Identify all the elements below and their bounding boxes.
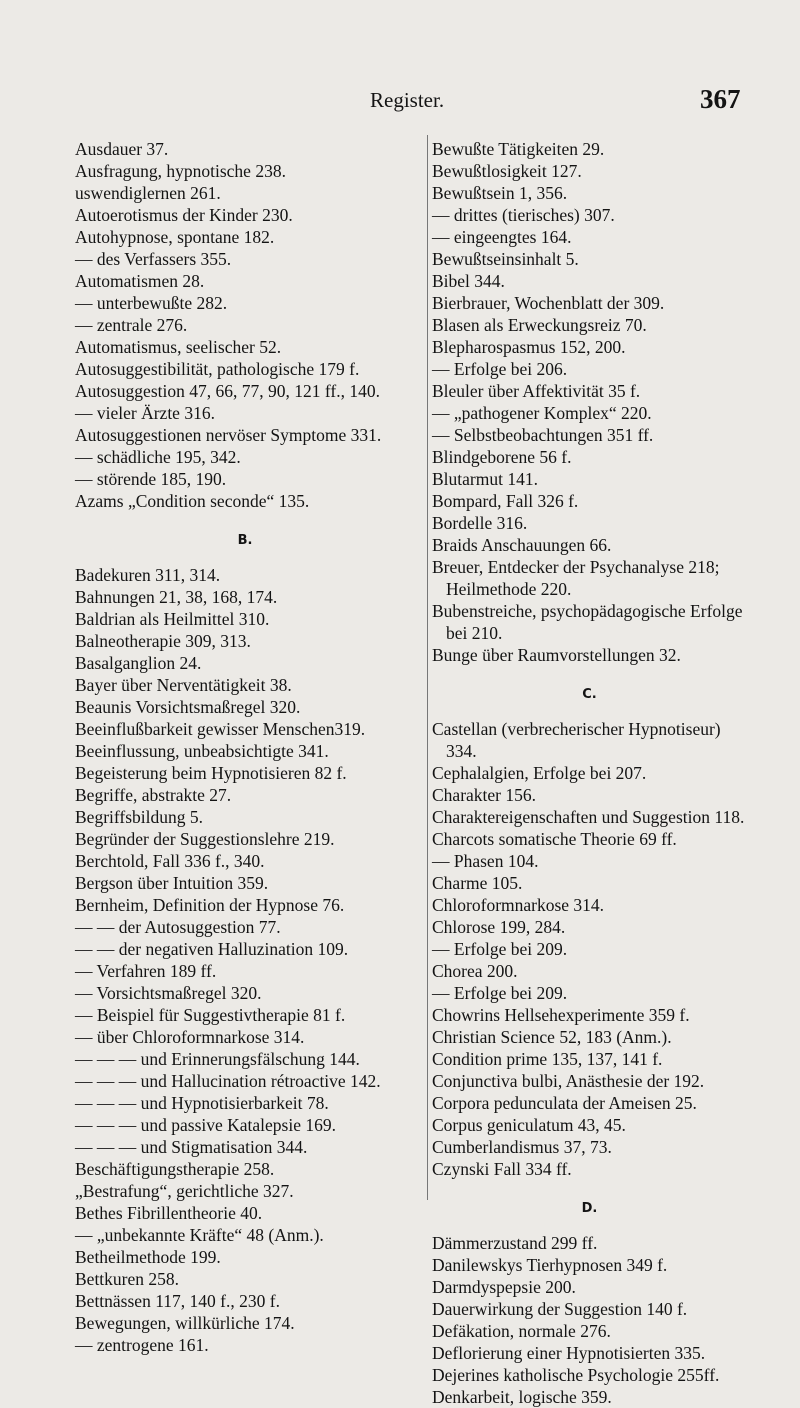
index-entry: Beaunis Vorsichtsmaßregel 320.: [75, 697, 301, 717]
index-entry: — „pathogener Komplex“ 220.: [432, 403, 652, 423]
index-entry: Deflorierung einer Hypnotisierten 335.: [432, 1343, 706, 1363]
index-column-right: [432, 138, 747, 1408]
index-entry: Charcots somatische Theorie 69 ff.: [432, 829, 677, 849]
section-heading: B.: [237, 533, 253, 548]
index-entry: Charakter 156.: [432, 785, 536, 805]
index-entry: Bewußtlosigkeit 127.: [432, 161, 582, 181]
index-entry: Dämmerzustand 299 ff.: [432, 1233, 598, 1253]
index-entry: Corpus geniculatum 43, 45.: [432, 1115, 626, 1135]
index-entry: Betheilmethode 199.: [75, 1247, 221, 1267]
index-entry: — drittes (tierisches) 307.: [432, 205, 615, 225]
index-entry: Bompard, Fall 326 f.: [432, 491, 579, 511]
index-entry: Bewußte Tätigkeiten 29.: [432, 139, 605, 159]
index-entry: — — — und Stigmatisation 344.: [75, 1137, 308, 1157]
index-entry: Ausdauer 37.: [75, 139, 169, 159]
index-entry: Autosuggestion 47, 66, 77, 90, 121 ff., 140.: [75, 381, 380, 401]
index-entry: — Beispiel für Suggestivtherapie 81 f.: [75, 1005, 346, 1025]
index-entry: Condition prime 135, 137, 141 f.: [432, 1049, 663, 1069]
index-entry: Chorea 200.: [432, 961, 518, 981]
index-entry: — störende 185, 190.: [75, 469, 227, 489]
index-entry: — — — und Erinnerungsfälschung 144.: [75, 1049, 360, 1069]
column-divider: [427, 135, 428, 1200]
index-entry: Autohypnose, spontane 182.: [75, 227, 275, 247]
index-entry: Charme 105.: [432, 873, 523, 893]
index-entry: Beeinflussung, unbeabsichtigte 341.: [75, 741, 329, 761]
index-entry: Dejerines katholische Psychologie 255ff.: [432, 1365, 720, 1385]
index-entry: Bleuler über Affektivität 35 f.: [432, 381, 641, 401]
index-column-left: [75, 138, 415, 1356]
index-entry: Czynski Fall 334 ff.: [432, 1159, 572, 1179]
index-entry: Automatismen 28.: [75, 271, 205, 291]
index-entry: Ausfragung, hypnotische 238.: [75, 161, 286, 181]
index-entry: Bernheim, Definition der Hypnose 76.: [75, 895, 345, 915]
index-entry: Begriffe, abstrakte 27.: [75, 785, 232, 805]
index-entry: Blepharospasmus 152, 200.: [432, 337, 626, 357]
index-entry: Braids Anschauungen 66.: [432, 535, 612, 555]
index-entry: Bordelle 316.: [432, 513, 528, 533]
index-entry: — über Chloroformnarkose 314.: [75, 1027, 305, 1047]
index-entry: Cephalalgien, Erfolge bei 207.: [432, 763, 647, 783]
index-entry: Bethes Fibrillentheorie 40.: [75, 1203, 263, 1223]
index-entry: Berchtold, Fall 336 f., 340.: [75, 851, 265, 871]
index-entry: uswendiglernen 261.: [75, 183, 221, 203]
index-entry: Cumberlandismus 37, 73.: [432, 1137, 612, 1157]
index-entry: Begeisterung beim Hypnotisieren 82 f.: [75, 763, 347, 783]
index-entry: — Vorsichtsmaßregel 320.: [75, 983, 262, 1003]
index-entry: — des Verfassers 355.: [75, 249, 232, 269]
index-entry: Bibel 344.: [432, 271, 505, 291]
index-entry: Blasen als Erweckungsreiz 70.: [432, 315, 647, 335]
index-entry: Christian Science 52, 183 (Anm.).: [432, 1027, 672, 1047]
index-entry: — Erfolge bei 206.: [432, 359, 568, 379]
index-entry: Bunge über Raumvorstellungen 32.: [432, 645, 681, 665]
index-entry: Automatismus, seelischer 52.: [75, 337, 282, 357]
index-entry: Denkarbeit, logische 359.: [432, 1387, 612, 1407]
index-entry: „Bestrafung“, gerichtliche 327.: [75, 1181, 294, 1201]
index-entry: Danilewskys Tierhypnosen 349 f.: [432, 1255, 668, 1275]
page-number: 367: [700, 84, 741, 114]
index-entry: Beschäftigungstherapie 258.: [75, 1159, 275, 1179]
index-entry: Chowrins Hellsehexperimente 359 f.: [432, 1005, 690, 1025]
index-entry: Chloroformnarkose 314.: [432, 895, 605, 915]
index-entry: Azams „Condition seconde“ 135.: [75, 491, 310, 511]
index-entry: — Phasen 104.: [432, 851, 539, 871]
index-entry: Blindgeborene 56 f.: [432, 447, 572, 467]
index-entry: Baldrian als Heilmittel 310.: [75, 609, 270, 629]
index-entry: — — der Autosuggestion 77.: [75, 917, 281, 937]
index-entry: — — — und Hallucination rétroactive 142.: [75, 1071, 381, 1091]
index-entry: Blutarmut 141.: [432, 469, 538, 489]
index-entry: — schädliche 195, 342.: [75, 447, 241, 467]
index-entry: — — der negativen Halluzination 109.: [75, 939, 349, 959]
index-entry: Defäkation, normale 276.: [432, 1321, 611, 1341]
index-entry: — — — und Hypnotisierbarkeit 78.: [75, 1093, 329, 1113]
index-entry: — Erfolge bei 209.: [432, 983, 568, 1003]
index-entry: Autosuggestibilität, pathologische 179 f.: [75, 359, 360, 379]
index-entry: Charaktereigenschaften und Suggestion 118.: [432, 807, 745, 827]
index-entry: Autosuggestionen nervöser Symptome 331.: [75, 425, 382, 445]
index-entry: Bewußtseinsinhalt 5.: [432, 249, 579, 269]
index-entry: — zentrale 276.: [75, 315, 188, 335]
index-entry: Bahnungen 21, 38, 168, 174.: [75, 587, 278, 607]
index-entry: Basalganglion 24.: [75, 653, 202, 673]
index-entry: Bierbrauer, Wochenblatt der 309.: [432, 293, 665, 313]
index-entry: — Erfolge bei 209.: [432, 939, 568, 959]
index-entry: Balneotherapie 309, 313.: [75, 631, 251, 651]
index-entry: — vieler Ärzte 316.: [75, 403, 215, 423]
index-entry: Castellan (verbrecherischer Hypnotiseur) 334.: [432, 719, 721, 761]
index-entry: — — — und passive Katalepsie 169.: [75, 1115, 336, 1135]
index-entry: Beeinflußbarkeit gewisser Menschen319.: [75, 719, 366, 739]
index-entry: — Selbstbeobachtungen 351 ff.: [432, 425, 654, 445]
section-heading: D.: [581, 1201, 598, 1216]
index-entry: Bettkuren 258.: [75, 1269, 180, 1289]
index-entry: Badekuren 311, 314.: [75, 565, 221, 585]
index-entry: Begriffsbildung 5.: [75, 807, 204, 827]
index-entry: — zentrogene 161.: [75, 1335, 209, 1355]
running-header-title: Register.: [370, 88, 445, 112]
index-entry: Breuer, Entdecker der Psychanalyse 218; Heilmethode 220.: [432, 557, 720, 599]
index-entry: — Verfahren 189 ff.: [75, 961, 217, 981]
section-heading: C.: [582, 687, 597, 702]
page-header: [0, 84, 800, 118]
index-entry: Begründer der Suggestionslehre 219.: [75, 829, 335, 849]
index-entry: — eingeengtes 164.: [432, 227, 572, 247]
index-entry: Bergson über Intuition 359.: [75, 873, 269, 893]
index-entry: Bettnässen 117, 140 f., 230 f.: [75, 1291, 280, 1311]
index-entry: Bayer über Nerventätigkeit 38.: [75, 675, 292, 695]
index-entry: Conjunctiva bulbi, Anästhesie der 192.: [432, 1071, 705, 1091]
index-entry: — unterbewußte 282.: [75, 293, 228, 313]
index-entry: Bewußtsein 1, 356.: [432, 183, 568, 203]
index-entry: Bubenstreiche, psychopädagogische Erfolge bei 210.: [432, 601, 743, 643]
index-entry: Chlorose 199, 284.: [432, 917, 566, 937]
index-entry: — „unbekannte Kräfte“ 48 (Anm.).: [75, 1225, 324, 1245]
index-entry: Dauerwirkung der Suggestion 140 f.: [432, 1299, 688, 1319]
index-entry: Corpora pedunculata der Ameisen 25.: [432, 1093, 697, 1113]
index-entry: Darmdyspepsie 200.: [432, 1277, 576, 1297]
index-entry: Autoerotismus der Kinder 230.: [75, 205, 293, 225]
index-entry: Bewegungen, willkürliche 174.: [75, 1313, 295, 1333]
